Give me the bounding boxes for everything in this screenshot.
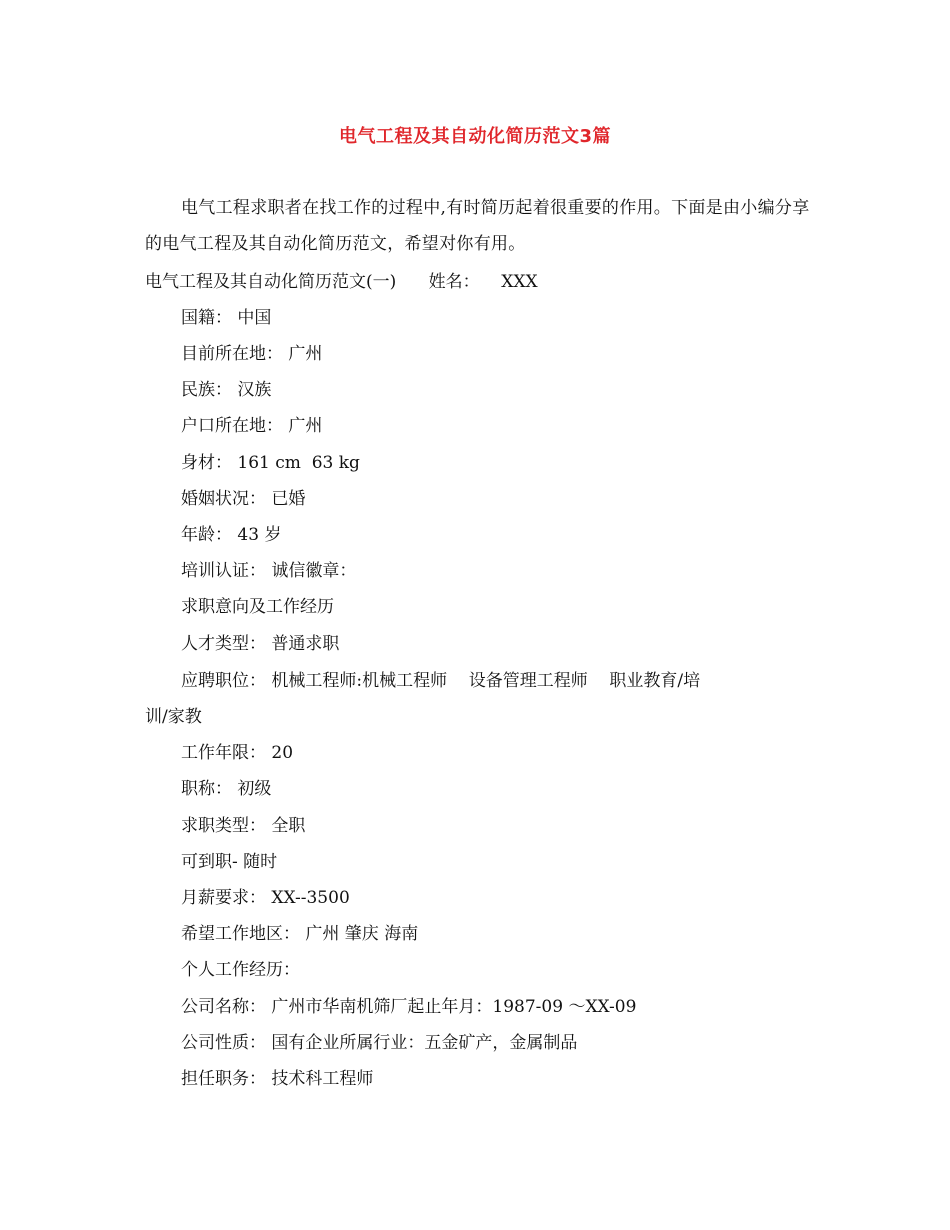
subheading-job-intent: 求职意向及工作经历	[181, 597, 334, 617]
field-nationality: 国籍： 中国	[181, 308, 272, 328]
field-job-type: 求职类型： 全职	[181, 816, 306, 836]
field-current-location: 目前所在地： 广州	[181, 344, 323, 364]
intro-text: 电气工程求职者在找工作的过程中,有时简历起着很重要的作用。下面是由小编分享的电气工程及其自动化简历范文，希望对你有用。	[145, 198, 810, 254]
field-position-held: 担任职务： 技术科工程师	[181, 1069, 374, 1089]
field-applied-positions: 应聘职位： 机械工程师:机械工程师 设备管理工程师 职业教育/培	[181, 671, 701, 691]
field-age: 年龄： 43 岁	[181, 525, 282, 545]
field-ethnicity: 民族： 汉族	[181, 380, 272, 400]
subheading-work-history: 个人工作经历：	[181, 960, 300, 980]
section-heading-resume-1: 电气工程及其自动化简历范文(一) 姓名： XXX	[145, 272, 538, 292]
field-household-location: 户口所在地： 广州	[181, 416, 323, 436]
field-applied-positions-cont: 训/家教	[145, 707, 202, 727]
field-work-years: 工作年限： 20	[181, 743, 294, 763]
field-salary: 月薪要求： XX--3500	[181, 888, 350, 908]
field-title: 职称： 初级	[181, 779, 272, 799]
field-height-weight: 身材： 161 cm 63 kg	[181, 453, 360, 473]
document-title: 电气工程及其自动化简历范文3篇	[338, 126, 612, 147]
field-marital-status: 婚姻状况： 已婚	[181, 489, 306, 509]
intro-paragraph	[145, 190, 810, 262]
field-talent-type: 人才类型： 普通求职	[181, 634, 340, 654]
field-company-nature: 公司性质： 国有企业所属行业：五金矿产，金属制品	[181, 1033, 578, 1053]
field-certification: 培训认证： 诚信徽章：	[181, 561, 357, 581]
field-preferred-region: 希望工作地区： 广州 肇庆 海南	[181, 924, 419, 944]
field-availability: 可到职- 随时	[181, 852, 278, 872]
field-company-name: 公司名称： 广州市华南机筛厂起止年月：1987-09 ～XX-09	[181, 997, 637, 1017]
